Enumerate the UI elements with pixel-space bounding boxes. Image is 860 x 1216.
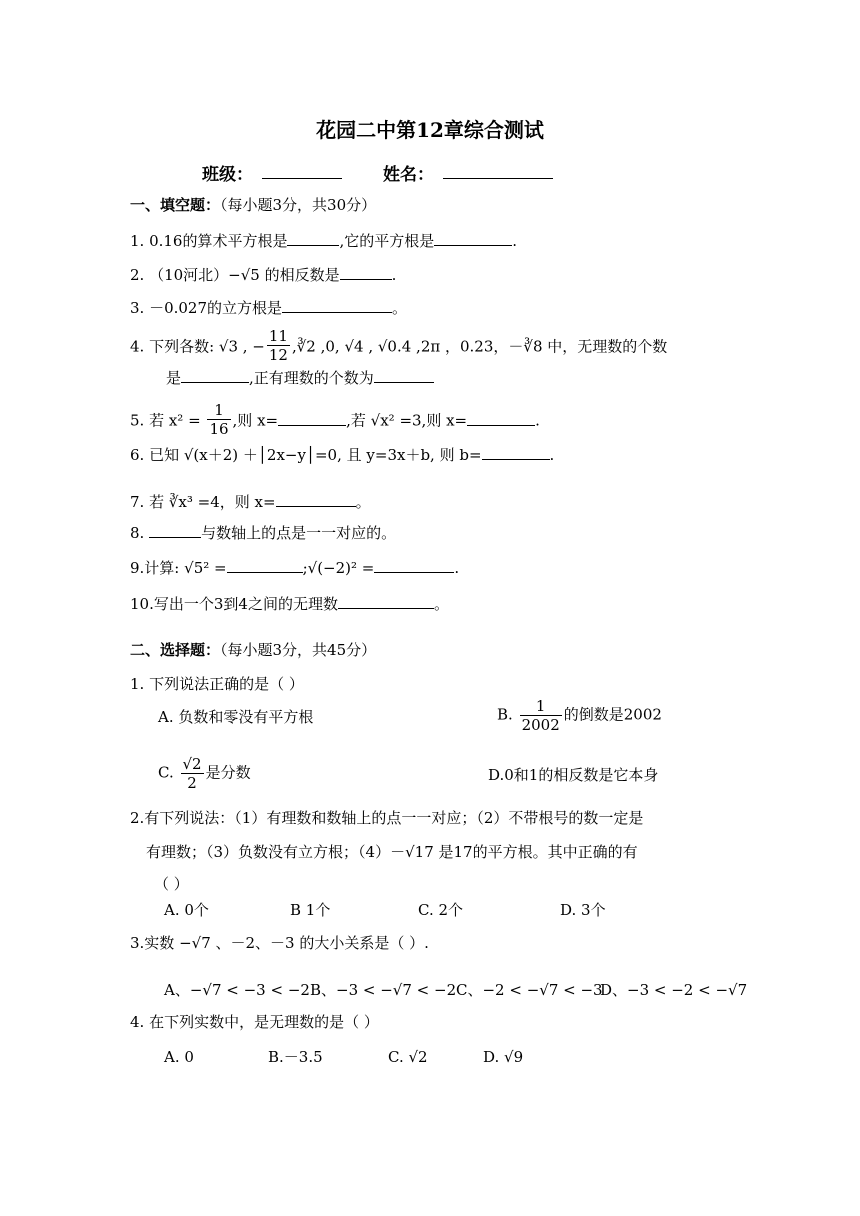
choice-4-option-b[interactable]: B.－3.5 [268,1048,323,1066]
choice-3-option-b[interactable]: B、−3 < −√7 < −2 [310,981,457,999]
q6-text-b: . [549,446,555,464]
section-1-heading [130,194,860,216]
question-2 [130,264,860,286]
question-10 [130,593,860,615]
q4-blank-1[interactable] [181,368,249,383]
choice-1-c-text: 是分数 [205,763,251,782]
choice-1-c-label: C. [158,763,174,782]
q10-text-a: 10.写出一个3到4之间的无理数 [130,595,338,613]
q4-text-a: 4. 下列各数: [130,337,219,356]
choice-1-b-numerator: 1 [520,697,562,716]
q3-text-b: 。 [392,299,408,317]
question-1 [130,230,860,252]
choice-3-stem: 3.实数 −√7 、－2、－3 的大小关系是（ ）. [130,934,429,952]
q2-text-c: 的相反数是 [259,266,340,284]
q1-blank-1[interactable] [287,231,339,246]
choice-1-option-d[interactable]: D.0和1的相反数是它本身 [488,766,659,784]
choice-1-b-label: B. [497,705,513,724]
q5-text-a: 5. 若 x² = [130,411,206,430]
q3-blank[interactable] [282,298,392,313]
q5-blank-2[interactable] [467,411,535,426]
q5-text-d: . [535,411,540,430]
choice-1-c-fraction [181,755,204,792]
choice-4-option-a[interactable]: A. 0 [164,1048,194,1066]
section-2-title: 二、选择题： [130,641,221,659]
section-1-note: （每小题3分，共30分） [220,196,377,214]
choice-1-b-fraction [520,697,562,734]
q2-expression: −√5 [228,266,260,284]
q9-text-b: ;√(−2)² = [302,559,375,577]
choice-4-option-d[interactable]: D. √9 [483,1048,524,1066]
choice-3-option-d[interactable]: D、−3 < −2 < −√7 [600,981,748,999]
q9-blank-2[interactable] [374,558,454,573]
question-4-line-1 [130,329,860,366]
q5-blank-1[interactable] [278,411,346,426]
section-1-title: 一、填空题： [130,196,221,214]
choice-1-stem: 1. 下列说法正确的是（ ） [130,675,304,693]
choice-2-option-d[interactable]: D. 3个 [560,901,606,919]
q7-blank[interactable] [276,492,356,507]
q10-blank[interactable] [338,594,434,609]
page-title: 花园二中第12章综合测试 [316,118,544,142]
question-7 [130,491,860,513]
q4-text-line2b: ,正有理数的个数为 [249,369,374,387]
q1-text-b: ,它的平方根是 [339,232,435,250]
q8-text-a: 8. [130,524,150,542]
choice-1-option-c[interactable] [158,755,251,792]
q4-fraction-denominator: 12 [268,346,288,364]
q5-fraction-numerator: 1 [207,401,230,420]
name-label: 姓名： [383,165,434,185]
q4-items-a: √3 , − [218,337,265,356]
choice-1-option-a[interactable]: A. 负数和零没有平方根 [158,708,314,726]
q9-text-c: . [454,559,460,577]
choice-3-option-c[interactable]: C、−2 < −√7 < −3 [456,981,603,999]
q9-blank-1[interactable] [227,558,303,573]
q7-text-b: 。 [355,493,371,511]
q4-fraction [267,327,290,364]
q8-blank[interactable] [149,523,201,538]
choice-1-c-numerator: √2 [182,755,202,773]
question-6 [130,444,860,466]
q4-items-b: ,∛2 ,0, √4 , √0.4 ,2π ，0.23，－∛8 中，无理数的个数 [291,337,668,356]
section-2-note: （每小题3分，共45分） [220,641,377,659]
choice-2-option-c[interactable]: C. 2个 [418,901,464,919]
q7-text-a: 7. 若 ∛x³ =4，则 x= [130,493,276,511]
class-label: 班级： [202,165,253,185]
q2-blank[interactable] [340,265,392,280]
q5-fraction-denominator: 16 [209,420,229,438]
choice-1-option-b[interactable] [497,697,662,734]
q8-text-b: 与数轴上的点是一一对应的。 [201,524,397,542]
class-blank[interactable] [262,164,342,179]
q2-text-d: . [391,266,397,284]
q10-text-b: 。 [433,595,449,613]
choice-3-option-a[interactable]: A、−√7 < −3 < −2 [164,981,310,999]
question-8 [130,522,860,544]
choice-2-line-2: 有理数；（3）负数没有立方根；（4）－√17 是17的平方根。其中正确的有 [146,843,638,861]
q5-text-c: ,若 √x² =3,则 x= [346,411,468,430]
choice-2-option-b[interactable]: B 1个 [290,901,331,919]
q1-text-c: . [512,232,518,250]
choice-2-line-3: （ ） [154,875,189,893]
q2-text-a: 2. （10河北） [130,266,229,284]
q4-blank-2[interactable] [374,368,434,383]
question-5 [130,403,860,440]
q9-text-a: 9.计算: √5² = [130,559,227,577]
q1-blank-2[interactable] [434,231,512,246]
question-9 [130,557,860,579]
q4-text-line2a: 是 [166,369,182,387]
q6-text-a: 6. 已知 √(x＋2) ＋│2x−y│=0, 且 y=3x＋b, 则 b= [130,446,482,464]
question-4-line-2 [166,367,860,389]
q6-blank[interactable] [482,445,550,460]
q5-fraction [207,401,230,438]
name-blank[interactable] [443,164,553,179]
choice-2-line-1: 2.有下列说法：（1）有理数和数轴上的点一一对应；（2）不带根号的数一定是 [130,809,644,827]
question-3 [130,297,860,319]
choice-1-c-denominator: 2 [187,774,197,792]
q4-fraction-numerator: 11 [268,327,288,345]
choice-4-stem: 4. 在下列实数中，是无理数的是（ ） [130,1013,379,1031]
choice-2-option-a[interactable]: A. 0个 [164,901,209,919]
q1-text-a: 1. 0.16的算术平方根是 [130,232,288,250]
q3-text-a: 3. －0.027的立方根是 [130,299,283,317]
choice-4-option-c[interactable]: C. √2 [388,1048,428,1066]
choice-1-b-denominator: 2002 [521,716,560,734]
choice-1-b-text: 的倒数是2002 [563,705,662,724]
q5-text-b: ,则 x= [232,411,279,430]
section-2-heading [130,639,860,661]
